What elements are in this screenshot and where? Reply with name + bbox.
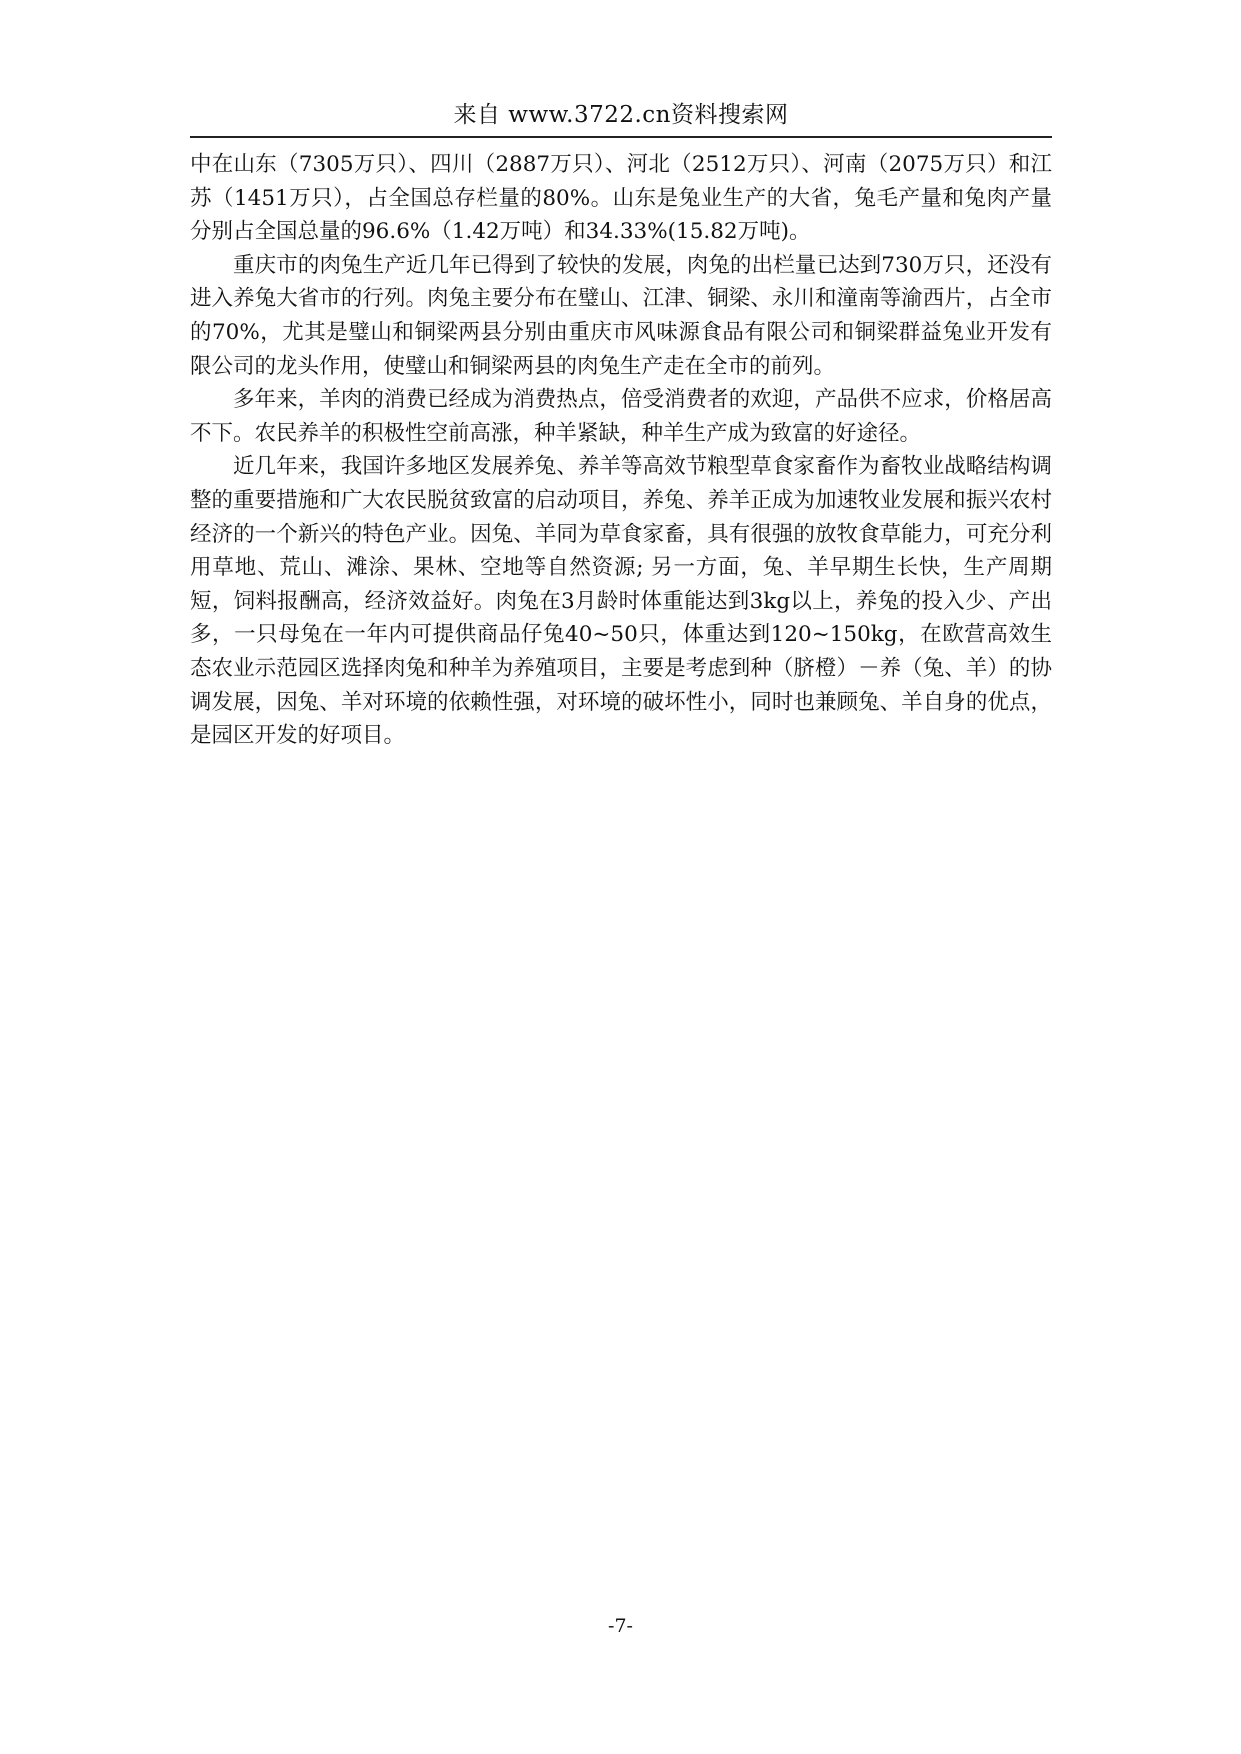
header-source-text: 来自 www.3722.cn资料搜索网 — [453, 102, 789, 128]
document-body — [190, 148, 1052, 753]
paragraph-1: 中在山东（7305万只）、四川（2887万只）、河北（2512万只）、河南（2075万只）和江苏（1451万只），占全国总存栏量的80%。山东是兔业生产的大省，兔毛产量和兔肉产量分别占全国总量的96.6%（1.42万吨）和34.33%(15.82万吨)。 — [190, 152, 1052, 245]
paragraph-4: 近几年来，我国许多地区发展养兔、养羊等高效节粮型草食家畜作为畜牧业战略结构调整的重要措施和广大农民脱贫致富的启动项目，养兔、养羊正成为加速牧业发展和振兴农村经济的一个新兴的特色产业。因兔、羊同为草食家畜，具有很强的放牧食草能力，可充分利用草地、荒山、滩涂、果林、空地等自然资源; 另一方面，兔、羊早期生长快，生产周期短，饲料报酬高，经济效益好。肉兔在3月龄时体重能达到3kg以上，养兔的投入少、产出多，一只母兔在一年内可提供商品仔兔40~50只，体重达到120~150kg，在欧营高效生态农业示范园区选择肉兔和种羊为养殖项目，主要是考虑到种（脐橙）－养（兔、羊）的协调发展，因兔、羊对环境的依赖性强，对环境的破坏性小，同时也兼顾兔、羊自身的优点，是园区开发的好项目。 — [190, 454, 1052, 749]
paragraph-2: 重庆市的肉兔生产近几年已得到了较快的发展，肉兔的出栏量已达到730万只，还没有进入养兔大省市的行列。肉兔主要分布在璧山、江津、铜梁、永川和潼南等渝西片，占全市的70%，尤其是璧山和铜梁两县分别由重庆市风味源食品有限公司和铜梁群益兔业开发有限公司的龙头作用，使璧山和铜梁两县的肉兔生产走在全市的前列。 — [190, 252, 1052, 379]
page-header — [190, 96, 1052, 138]
page-number: -7- — [608, 1615, 633, 1637]
paragraph-3: 多年来，羊肉的消费已经成为消费热点，倍受消费者的欢迎，产品供不应求，价格居高不下。农民养羊的积极性空前高涨，种羊紧缺，种羊生产成为致富的好途径。 — [190, 387, 1052, 446]
